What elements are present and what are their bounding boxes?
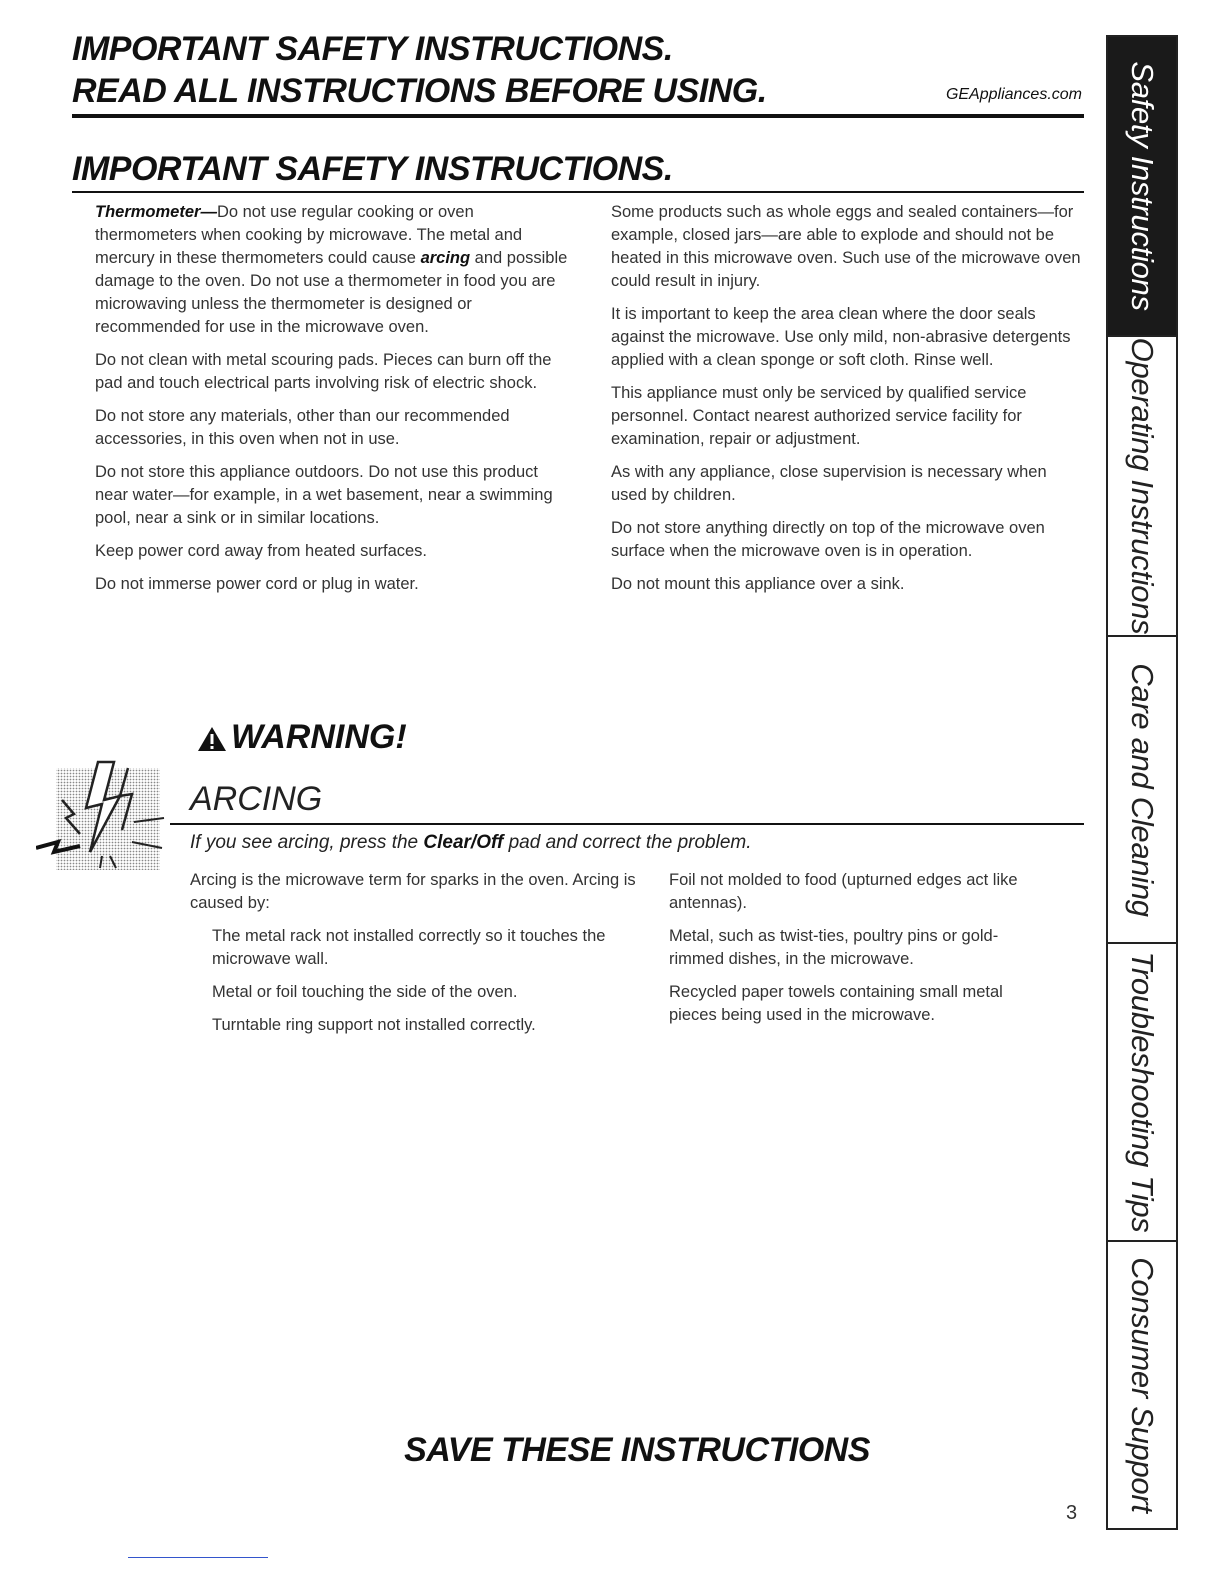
section-rule (72, 191, 1084, 193)
warning-triangle-icon (197, 726, 227, 752)
tab-consumer-support[interactable]: Consumer Support (1125, 1257, 1160, 1513)
arcing-right-column (669, 869, 1049, 1037)
paragraph: This appliance must only be serviced by qualified service personnel. Contact nearest authorized service facility for examination, repair or adjustment. (611, 384, 1027, 448)
paragraph: Do not store anything directly on top of the microwave oven surface when the microwave oven is in operation. (611, 519, 1045, 560)
thermometer-paragraph: Thermometer—Do not use regular cooking or oven thermometers when cooking by microwave. The metal and mercury in these thermometers could cause arcing and possible damage to the oven. Do not use a thermometer in food you are microwaving unless the thermometer is designed or recommended for use in the microwave oven. (95, 203, 568, 336)
tab-troubleshooting-tips[interactable]: Troubleshooting Tips (1108, 944, 1176, 1242)
arcing-term: arcing (420, 249, 471, 267)
tab-care-and-cleaning[interactable]: Care and Cleaning (1108, 637, 1176, 944)
page-number: 3 (1066, 1502, 1078, 1524)
list-item: Metal, such as twist-ties, poultry pins or gold-rimmed dishes, in the microwave. (669, 927, 999, 968)
list-item: Foil not molded to food (upturned edges act like antennas). (669, 871, 1018, 912)
paragraph: Do not clean with metal scouring pads. Pieces can burn off the pad and touch electrical parts involving risk of electric shock. (95, 351, 552, 392)
paragraph: Arcing is the microwave term for sparks in the oven. Arcing is caused by: (190, 871, 636, 912)
list-item: Recycled paper towels containing small metal pieces being used in the microwave. (669, 983, 1003, 1024)
arcing-spark-icon (36, 760, 168, 872)
header-line-2: READ ALL INSTRUCTIONS BEFORE USING. (72, 72, 767, 110)
left-column (95, 201, 575, 606)
paragraph: Do not mount this appliance over a sink. (611, 575, 905, 593)
arcing-rule (170, 823, 1084, 825)
list-item: Metal or foil touching the side of the oven. (212, 983, 518, 1001)
tab-operating-instructions[interactable]: Operating Instructions (1108, 337, 1176, 637)
paragraph: Do not store this appliance outdoors. Do not use this product near water—for example, in a wet basement, near a swimming pool, near a sink or in similar locations. (95, 463, 553, 527)
right-column (611, 201, 1086, 606)
list-item: Turntable ring support not installed correctly. (212, 1016, 536, 1034)
paragraph: Some products such as whole eggs and sealed containers—for example, closed jars—are able to explode and should not be heated in this microwave oven. Such use of the microwave oven could result in injury. (611, 203, 1081, 290)
warning-heading (197, 718, 407, 757)
list-item: The metal rack not installed correctly so it touches the microwave wall. (212, 927, 606, 968)
bottom-link-line (128, 1557, 268, 1558)
warning-label: WARNING! (231, 718, 407, 756)
website-link[interactable]: GEAppliances.com (945, 86, 1082, 103)
tab-safety-instructions[interactable]: Safety Instructions (1108, 37, 1176, 337)
paragraph: Do not store any materials, other than our recommended accessories, in this oven when not in use. (95, 407, 510, 448)
paragraph: Do not immerse power cord or plug in water. (95, 575, 419, 593)
paragraph: It is important to keep the area clean where the door seals against the microwave. Use only mild, non-abrasive detergents applied with a clean sponge or soft cloth. Rinse well. (611, 305, 1071, 369)
save-instructions: SAVE THESE INSTRUCTIONS (404, 1431, 870, 1469)
section-title: IMPORTANT SAFETY INSTRUCTIONS. (72, 150, 673, 188)
arcing-title: ARCING (190, 780, 323, 818)
clear-off-key: Clear/Off (423, 832, 504, 853)
header-rule (72, 114, 1084, 118)
arcing-intro: If you see arcing, press the Clear/Off pad and correct the problem. (190, 832, 752, 853)
thermometer-term: Thermometer— (95, 203, 217, 221)
section-tabs (1106, 35, 1178, 1530)
paragraph: As with any appliance, close supervision is necessary when used by children. (611, 463, 1047, 504)
arcing-left-column (190, 869, 640, 1047)
header-line-1: IMPORTANT SAFETY INSTRUCTIONS. (72, 30, 673, 68)
paragraph: Keep power cord away from heated surfaces. (95, 542, 428, 560)
